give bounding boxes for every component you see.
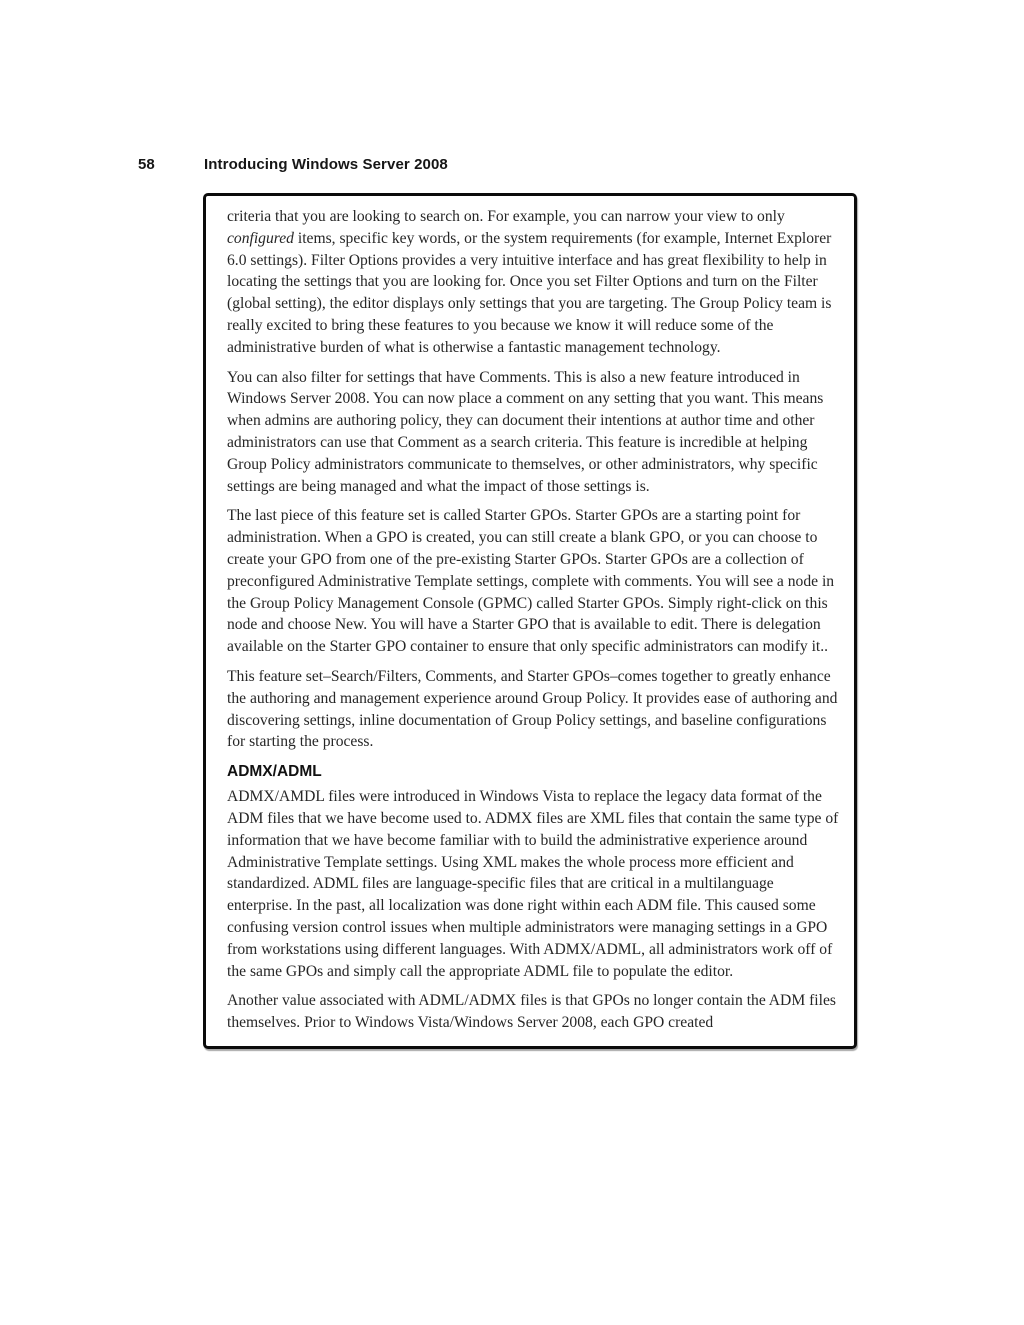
italic-text-segment: configured xyxy=(227,229,294,247)
paragraph xyxy=(227,666,839,753)
text-segment: items, specific key words, or the system requirements (for example, Internet Explorer 6.0 settings). Filter Options provides a very intuitive interface and has great flexibility to help in locating the settings that you are looking for. Once you set Filter Options and turn on the Filter (global setting), the editor displays only settings that you are targeting. The Group Policy team is really excited to bring these features to you because we know it will reduce some of the administrative burden of what is otherwise a fantastic management technology. xyxy=(227,229,832,356)
text-segment: This feature set–Search/Filters, Comments, and Starter GPOs–comes together to greatly enhance the authoring and management experience around Group Policy. It provides ease of authoring and discovering settings, inline documentation of Group Policy settings, and baseline configurations for starting the process. xyxy=(227,667,838,751)
text-segment: criteria that you are looking to search on. For example, you can narrow your view to only xyxy=(227,208,785,225)
running-header xyxy=(0,156,1024,176)
paragraph xyxy=(227,367,839,498)
paragraph xyxy=(227,990,839,1034)
content-box xyxy=(203,193,857,1049)
content-box-body xyxy=(227,206,839,1034)
text-segment: ADMX/AMDL files were introduced in Windows Vista to replace the legacy data format of the ADM files that we have become used to. ADMX files are XML files that contain the same type of information that we have become familiar with to build the administrative experience around Administrative Template settings. Using XML makes the whole process more efficient and standardized. ADML files are language-specific files that are critical in a multilanguage enterprise. In the past, all localization was done right within each ADM file. This caused some confusing version control issues when multiple administrators were managing settings in a GPO from workstations using different languages. With ADMX/ADML, all administrators work off of the same GPOs and simply call the appropriate ADML file to populate the editor. xyxy=(227,788,839,980)
text-segment: Another value associated with ADML/ADMX files is that GPOs no longer contain the ADM files themselves. Prior to Windows Vista/Windows Server 2008, each GPO created xyxy=(227,992,836,1032)
running-title: Introducing Windows Server 2008 xyxy=(204,156,448,173)
paragraph xyxy=(227,505,839,658)
text-segment: The last piece of this feature set is called Starter GPOs. Starter GPOs are a starting point for administration. When a GPO is created, you can still create a blank GPO, or you can choose to create your GPO from one of the pre-existing Starter GPOs. Starter GPOs are a collection of preconfigured Administrative Template settings, complete with comments. You will see a node in the Group Policy Management Console (GPMC) called Starter GPOs. Simply right-click on this node and choose New. You will have a Starter GPO that is available to edit. There is delegation available on the Starter GPO container to ensure that only specific administrators can modify it.. xyxy=(227,507,835,656)
paragraph xyxy=(227,786,839,982)
section-heading xyxy=(227,762,839,782)
page-number: 58 xyxy=(138,156,155,173)
text-segment: You can also filter for settings that have Comments. This is also a new feature introduced in Windows Server 2008. You can now place a comment on any setting that you want. This means when admins are authoring policy, they can document their intentions at author time and other administrators can use that Comment as a search criteria. This feature is incredible at helping Group Policy administrators communicate to themselves, or other administrators, why specific settings are being managed and what the impact of those settings is. xyxy=(227,368,824,495)
text-segment: ADMX/ADML xyxy=(227,763,322,781)
paragraph xyxy=(227,206,839,359)
